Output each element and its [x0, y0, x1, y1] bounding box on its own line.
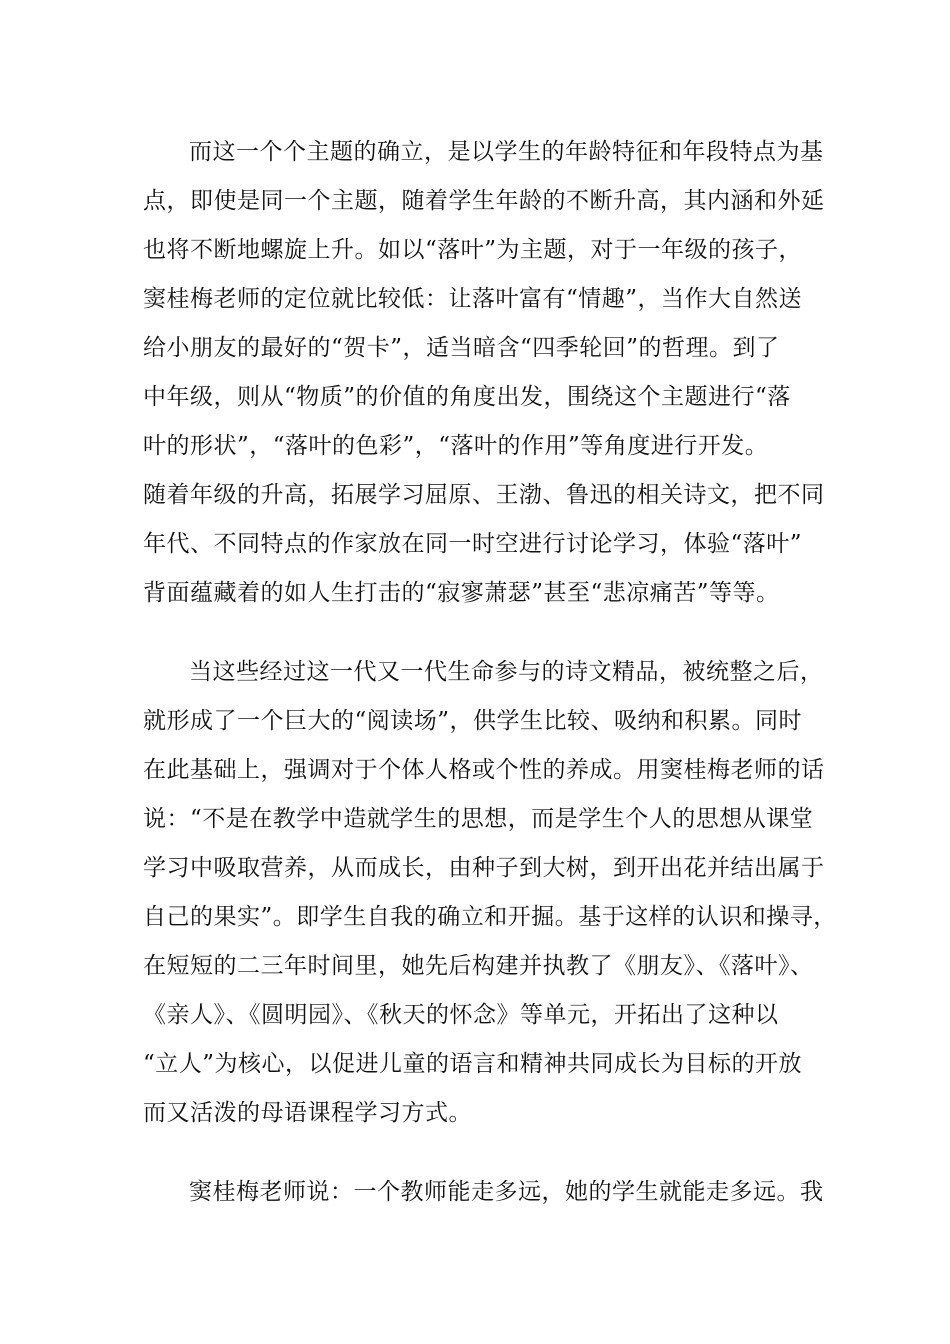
text-line: 窦桂梅老师说：一个教师能走多远，她的学生就能走多远。我 — [189, 1179, 824, 1205]
text-line: 随着年级的升高，拓展学习屈原、王渤、鲁迅的相关诗文，把不同 — [143, 482, 825, 508]
text-line: 背面蕴藏着的如人生打击的“寂寥萧瑟”甚至“悲凉痛苦”等等。 — [143, 580, 780, 606]
text-line: 《亲人》、《圆明园》、《秋天的怀念》等单元，开拓出了这种以 — [143, 1002, 779, 1028]
text-line: 窦桂梅老师的定位就比较低：让落叶富有“情趣”，当作大自然送 — [143, 286, 803, 312]
text-line: 点，即使是同一个主题，随着学生年龄的不断升高，其内涵和外延 — [143, 188, 825, 214]
paragraph-1 — [143, 128, 825, 618]
paragraph-2 — [143, 648, 837, 1138]
text-line: 学习中吸取营养，从而成长，由种子到大树，到开出花并结出属于 — [143, 855, 825, 881]
text-line: “立人”为核心，以促进儿童的语言和精神共同成长为目标的开放 — [143, 1051, 803, 1077]
text-line: 而又活泼的母语课程学习方式。 — [143, 1100, 472, 1126]
text-line: 而这一个个主题的确立，是以学生的年龄特征和年段特点为基 — [189, 139, 824, 165]
text-line: 在此基础上，强调对于个体人格或个性的养成。用窦桂梅老师的话 — [143, 757, 825, 783]
text-line: 自己的果实”。即学生自我的确立和开掘。基于这样的认识和操寻， — [143, 904, 837, 930]
text-line: 中年级，则从“物质”的价值的角度出发，围绕这个主题进行“落 — [143, 384, 791, 410]
text-line: 给小朋友的最好的“贺卡”，适当暗含“四季轮回”的哲理。到了 — [143, 335, 780, 361]
text-line: 年代、不同特点的作家放在同一时空进行讨论学习，体验“落叶” — [143, 531, 803, 557]
text-line: 叶的形状”，“落叶的色彩”，“落叶的作用”等角度进行开发。 — [143, 433, 769, 459]
paragraph-3 — [143, 1168, 824, 1217]
text-line: 当这些经过这一代又一代生命参与的诗文精品，被统整之后， — [189, 659, 824, 685]
text-line: 也将不断地螺旋上升。如以“落叶”为主题，对于一年级的孩子， — [143, 237, 803, 263]
text-line: 在短短的二三年时间里，她先后构建并执教了《朋友》、《落叶》、 — [143, 953, 814, 979]
text-line: 就形成了一个巨大的“阅读场”，供学生比较、吸纳和积累。同时 — [143, 708, 803, 734]
text-line: 说：“不是在教学中造就学生的思想，而是学生个人的思想从课堂 — [143, 806, 814, 832]
